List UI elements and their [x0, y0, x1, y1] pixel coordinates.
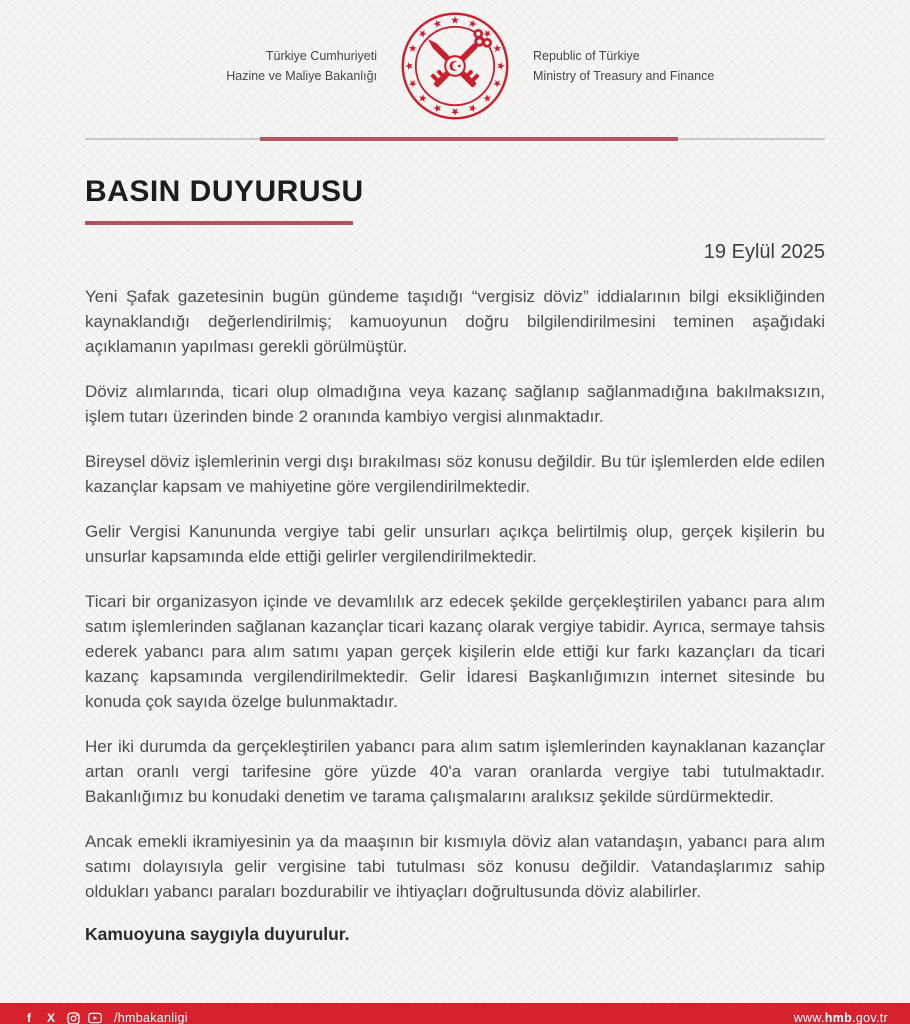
emblem-crossed-keys [426, 27, 494, 94]
title-underline [85, 221, 353, 225]
ministry-name-tr-line2: Hazine ve Maliye Bakanlığı [226, 69, 377, 83]
website-url[interactable] [794, 1011, 888, 1024]
instagram-icon[interactable] [66, 1011, 80, 1024]
ministry-name-tr-line1: Türkiye Cumhuriyeti [265, 49, 377, 63]
footer-bar [0, 1003, 910, 1024]
ministry-name-en-line1: Republic of Türkiye [533, 49, 640, 63]
closing-statement: Kamuoyuna saygıyla duyurulur. [85, 924, 350, 944]
paragraph-2: Döviz alımlarında, ticari olup olmadığına veya kazanç sağlanıp sağlanmadığına bakılmaksızın, işlem tutarı üzerinden binde 2 oranında kambiyo vergisi alınmaktadır. [85, 382, 825, 426]
header-divider [85, 136, 825, 141]
ministry-name-english [533, 46, 803, 86]
paragraph-4: Gelir Vergisi Kanununda vergiye tabi gelir unsurları açıkça belirtilmiş olup, gerçek kişilerin bu unsurlar kapsamında elde ettiği gelirler vergilendirilmektedir. [85, 522, 825, 566]
press-release-body [85, 284, 825, 945]
ministry-emblem-icon [399, 10, 511, 122]
youtube-icon[interactable] [88, 1011, 102, 1024]
divider-red-segment [260, 137, 678, 141]
paragraph-3: Bireysel döviz işlemlerinin vergi dışı bırakılması söz konusu değildir. Bu tür işlemlerden elde edilen kazançlar kapsam ve mahiyetine göre vergilendirilmektedir. [85, 452, 825, 496]
facebook-icon[interactable]: f [27, 1011, 31, 1024]
website-prefix: www. [793, 1011, 825, 1024]
paragraph-6: Her iki durumda da gerçekleştirilen yabancı para alım satım işlemlerinden kaynaklanan kazançlar artan oranlı vergi tarifesine göre yüzde 40'a varan oranlarda vergiye tabi tutulmaktadır. Bakanlığımız bu konudaki denetim ve tarama çalışmalarını aralıksız şekilde sürdürmektedir. [85, 737, 825, 806]
title-block [85, 175, 825, 225]
paragraph-5: Ticari bir organizasyon içinde ve devamlılık arz edecek şekilde gerçekleştirilen yabancı para alım satım işlemlerinden sağlanan kazançlar ticari kazanç olarak vergiye tabidir. Ayrıca, sermaye tahsis ederek yabancı para alım satımı yapan gerçek kişilerin elde ettiği kur farkı kazançları da ticari kazanç kapsamında vergilendirilmektedir. Gelir İdaresi Başkanlığımızın internet sitesinde bu konuda çok sayıda özelge bulunmaktadır. [85, 592, 825, 711]
paragraph-1: Yeni Şafak gazetesinin bugün gündeme taşıdığı “vergisiz döviz” iddialarının bilgi eksikliğinden kaynaklandığı değerlendirilmiş; kamuoyunun doğru bilgilendirilmesini teminen aşağıdaki açıklamanın yapılması gerekli görülmüştür. [85, 287, 825, 356]
social-handle[interactable]: /hmbakanligi [114, 1011, 188, 1024]
x-twitter-icon[interactable]: X [46, 1011, 55, 1024]
paragraph-7: Ancak emekli ikramiyesinin ya da maaşının bir kısmıyla döviz alan vatandaşın, yabancı para alım satımı dolayısıyla gelir vergisine tabi tutulması söz konusu değildir. Vatandaşlarımız sahip oldukları yabancı paraları bozdurabilir ve ihtiyaçları doğrultusunda döviz alabilirler. [85, 832, 825, 901]
header [0, 0, 910, 122]
ministry-name-turkish [107, 46, 377, 86]
website-suffix: .gov.tr [852, 1011, 888, 1024]
page-title: BASIN DUYURUSU [85, 175, 364, 208]
website-bold: hmb [824, 1011, 853, 1024]
footer-social-links [22, 1011, 188, 1024]
release-date: 19 Eylül 2025 [703, 241, 825, 263]
ministry-name-en-line2: Ministry of Treasury and Finance [533, 69, 715, 83]
